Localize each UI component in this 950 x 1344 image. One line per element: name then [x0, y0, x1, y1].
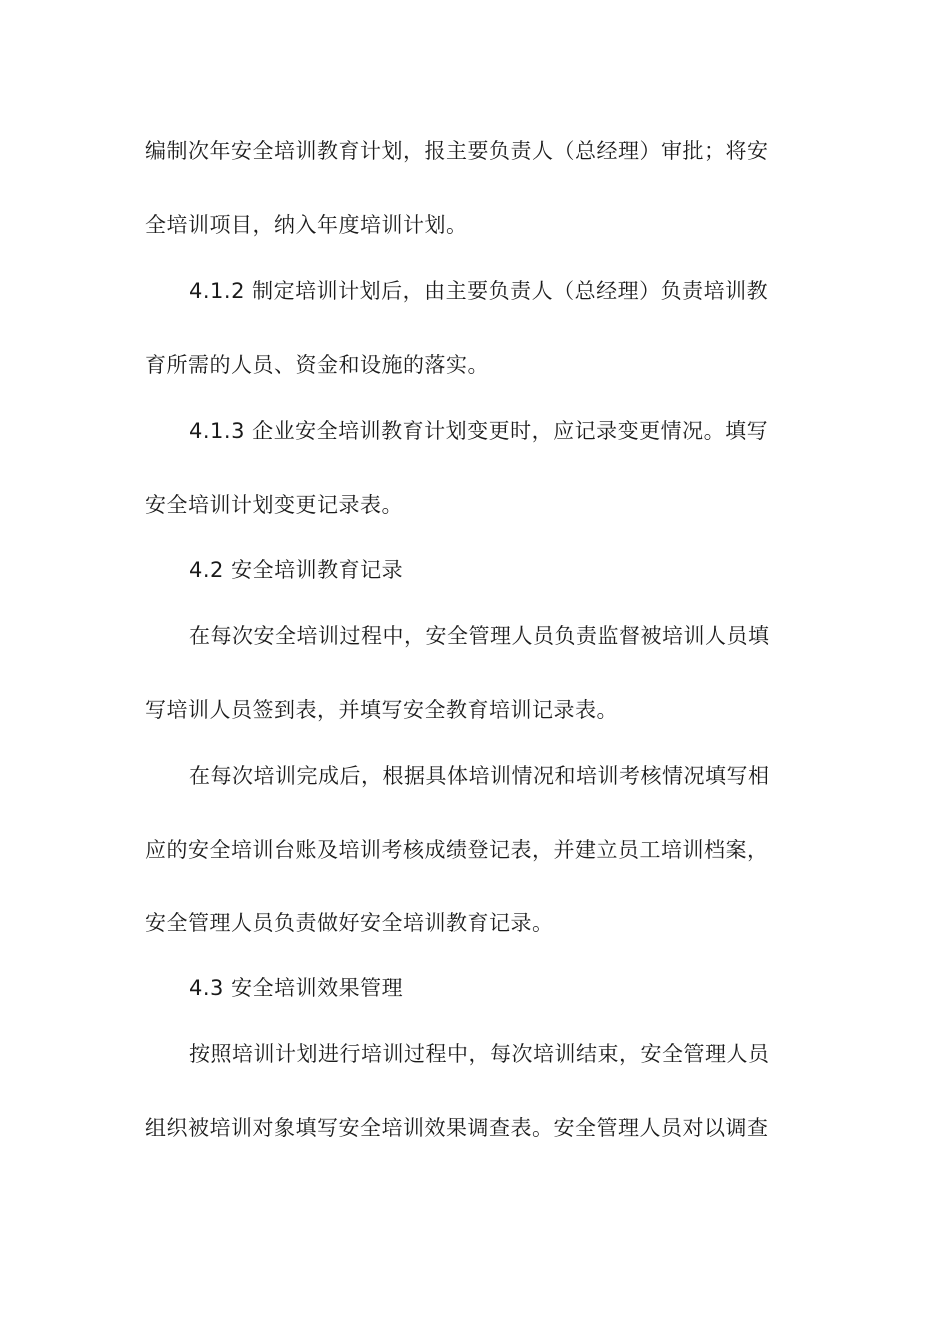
text-line: 按照培训计划进行培训过程中，每次培训结束，安全管理人员	[189, 1042, 770, 1066]
text-line: 编制次年安全培训教育计划，报主要负责人（总经理）审批；将安	[145, 139, 769, 163]
text-line: 4.1.2 制定培训计划后，由主要负责人（总经理）负责培训教	[189, 279, 769, 303]
text-line: 全培训项目，纳入年度培训计划。	[145, 213, 468, 237]
text-line: 在每次培训完成后，根据具体培训情况和培训考核情况填写相	[189, 764, 770, 788]
text-line: 写培训人员签到表，并填写安全教育培训记录表。	[145, 698, 618, 722]
text-line: 在每次安全培训过程中，安全管理人员负责监督被培训人员填	[189, 624, 770, 648]
text-line: 安全培训计划变更记录表。	[145, 493, 403, 517]
text-line: 组织被培训对象填写安全培训效果调查表。安全管理人员对以调查	[145, 1116, 769, 1140]
section-heading: 4.3 安全培训效果管理	[189, 976, 404, 1000]
text-line: 4.1.3 企业安全培训教育计划变更时，应记录变更情况。填写	[189, 419, 769, 443]
text-line: 应的安全培训台账及培训考核成绩登记表，并建立员工培训档案，	[145, 838, 769, 862]
text-line: 安全管理人员负责做好安全培训教育记录。	[145, 911, 554, 935]
text-line: 育所需的人员、资金和设施的落实。	[145, 353, 489, 377]
section-heading: 4.2 安全培训教育记录	[189, 558, 404, 582]
